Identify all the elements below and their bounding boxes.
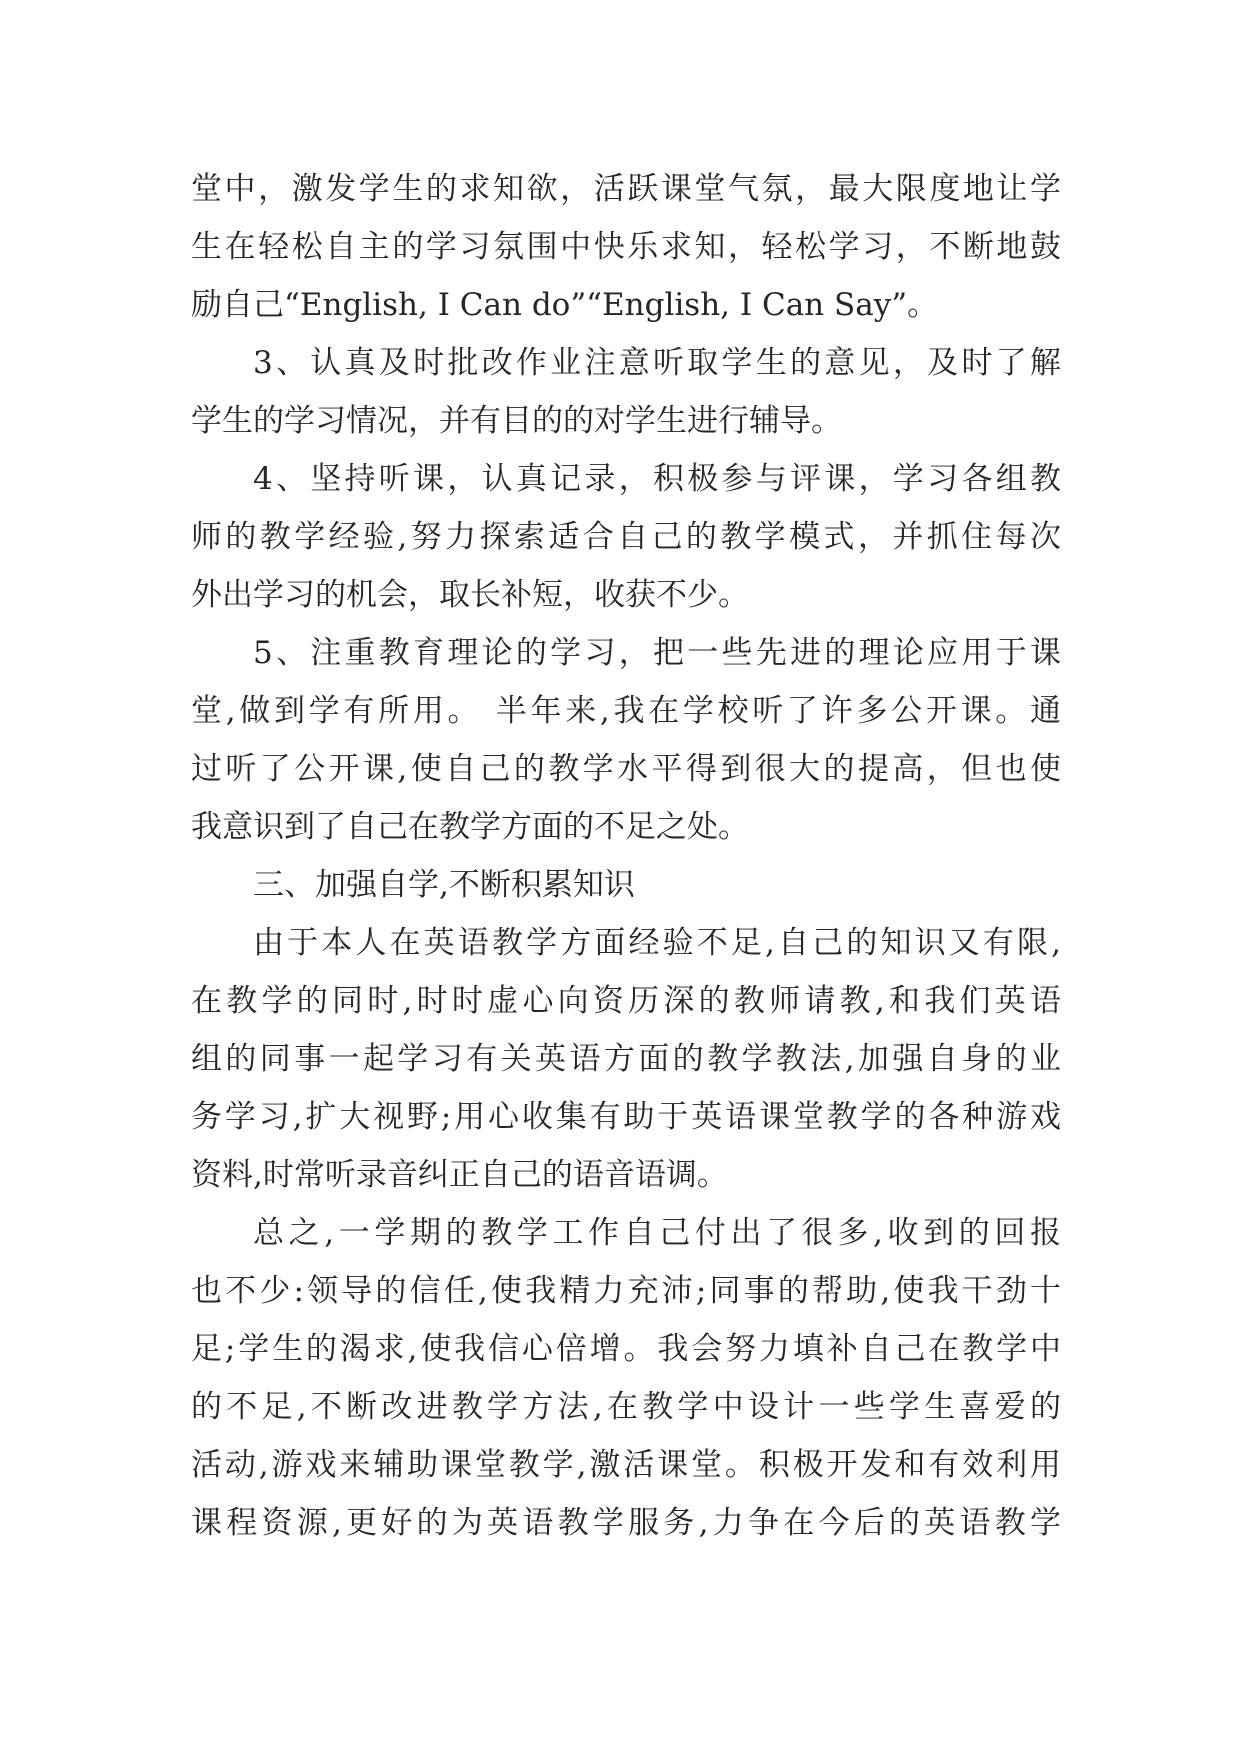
text-line: 足;学生的渴求,使我信心倍增。我会努力填补自己在教学中	[191, 1331, 1061, 1367]
text-line: 在教学的同时,时时虚心向资历深的教师请教,和我们英语	[191, 983, 1061, 1019]
text-line: 总之,一学期的教学工作自己付出了很多,收到的回报	[253, 1215, 1061, 1251]
text-line: 三、加强自学,不断积累知识	[253, 867, 635, 903]
text-line: 我意识到了自己在教学方面的不足之处。	[191, 809, 749, 845]
text-line: 组的同事一起学习有关英语方面的教学教法,加强自身的业	[191, 1041, 1061, 1077]
text-line: 4、坚持听课，认真记录，积极参与评课，学习各组教	[253, 461, 1061, 497]
text-line: 也不少:领导的信任,使我精力充沛;同事的帮助,使我干劲十	[191, 1273, 1061, 1309]
text-line: 学生的学习情况，并有目的的对学生进行辅导。	[191, 403, 842, 439]
text-line: 过听了公开课,使自己的教学水平得到很大的提高，但也使	[191, 751, 1061, 787]
document-body	[191, 160, 1061, 1552]
text-line: 由于本人在英语教学方面经验不足,自己的知识又有限,	[253, 925, 1061, 961]
text-line: 外出学习的机会，取长补短，收获不少。	[191, 577, 749, 613]
text-line: 的不足,不断改进教学方法,在教学中设计一些学生喜爱的	[191, 1389, 1061, 1425]
text-line: 生在轻松自主的学习氛围中快乐求知，轻松学习，不断地鼓	[191, 229, 1061, 265]
text-line: 师的教学经验,努力探索适合自己的教学模式，并抓住每次	[191, 519, 1061, 555]
text-line: 5、注重教育理论的学习，把一些先进的理论应用于课	[253, 635, 1061, 671]
text-line: 堂中，激发学生的求知欲，活跃课堂气氛，最大限度地让学	[191, 171, 1061, 207]
text-line: 课程资源,更好的为英语教学服务,力争在今后的英语教学	[191, 1505, 1061, 1541]
text-line: 堂,做到学有所用。 半年来,我在学校听了许多公开课。通	[191, 693, 1061, 729]
text-line: 励自己“English, I Can do”“English, I Can Say”。	[191, 287, 939, 323]
text-line: 3、认真及时批改作业注意听取学生的意见，及时了解	[253, 345, 1061, 381]
text-line: 资料,时常听录音纠正自己的语音语调。	[191, 1157, 728, 1193]
text-line: 活动,游戏来辅助课堂教学,激活课堂。积极开发和有效利用	[191, 1447, 1061, 1483]
text-line: 务学习,扩大视野;用心收集有助于英语课堂教学的各种游戏	[191, 1099, 1061, 1135]
